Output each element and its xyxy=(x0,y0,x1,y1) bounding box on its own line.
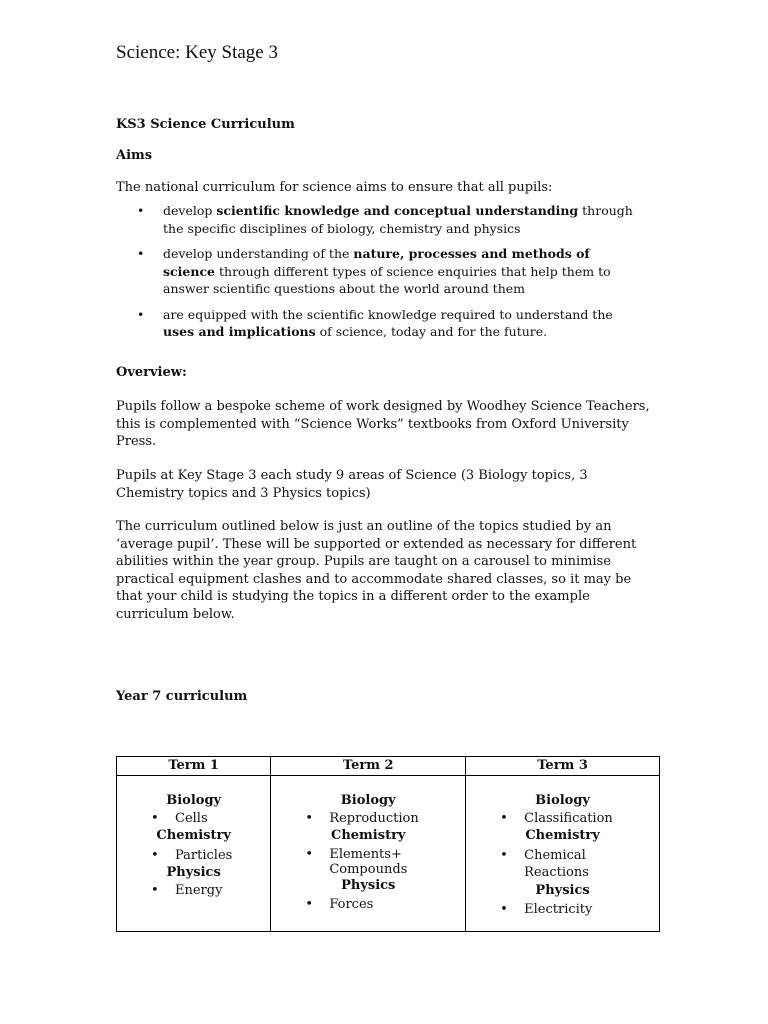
subject-label: Physics xyxy=(166,865,221,880)
bullet-icon: • xyxy=(500,810,508,826)
subject-label: Chemistry xyxy=(156,828,231,843)
aims-list xyxy=(116,202,656,349)
bullet-icon: • xyxy=(500,902,508,917)
topic-item: • Particles xyxy=(151,847,233,863)
subject-label: Physics xyxy=(341,877,396,893)
curriculum-heading: KS3 Science Curriculum xyxy=(116,117,295,132)
table-header-row xyxy=(117,757,660,776)
subject-label: Chemistry xyxy=(330,828,406,843)
bullet-icon: • xyxy=(137,306,145,322)
term-header: Term 2 xyxy=(271,757,466,776)
topic-item: • Reproduction xyxy=(305,810,419,826)
year7-heading: Year 7 curriculum xyxy=(116,689,248,704)
bullet-icon: • xyxy=(151,810,159,826)
bullet-icon: • xyxy=(500,847,508,863)
subject-label: Biology xyxy=(340,793,396,808)
bullet-icon: • xyxy=(151,882,159,898)
overview-paragraph-3: The curriculum outlined below is just an outline of the topics studied by an ‘average pupil’. These will be supported or extended as necessary for different abilities within the year group. Pupils are taught on a carousel to minimise practical equipment clashes and to accommodate shared classes, so it may be that your child is studying the topics in a different order to the example curriculum below. xyxy=(116,519,637,622)
overview-paragraph-1: Pupils follow a bespoke scheme of work designed by Woodhey Science Teachers, this is complemented with “Science Works” textbooks from Oxford University Press. xyxy=(116,399,650,449)
term-cell xyxy=(271,776,466,932)
aims-heading: Aims xyxy=(116,148,153,163)
term-cell xyxy=(466,776,660,932)
topic-item: • Electricity xyxy=(500,902,593,917)
aim-item: • are equipped with the scientific knowledge required to understand the uses and implications of science, today and for the future. xyxy=(137,306,613,339)
term-header: Term 3 xyxy=(466,757,660,776)
subject-label: Chemistry xyxy=(525,828,600,843)
subject-label: Biology xyxy=(166,793,222,808)
subject-label: Biology xyxy=(535,793,590,808)
topic-item: • Elements+ Compounds xyxy=(305,846,408,877)
year7-curriculum-table xyxy=(116,756,660,932)
subject-label: Physics xyxy=(535,882,590,898)
table-row xyxy=(117,776,660,932)
bullet-icon: • xyxy=(305,846,313,862)
topic-item: • Forces xyxy=(305,897,374,912)
bullet-icon: • xyxy=(305,810,313,826)
overview-paragraph-2: Pupils at Key Stage 3 each study 9 areas of Science (3 Biology topics, 3 Chemistry topics and 3 Physics topics) xyxy=(116,468,588,501)
topic-item: • Classification xyxy=(500,810,613,826)
term-cell xyxy=(117,776,271,932)
topic-item: • Cells xyxy=(151,810,208,826)
term-header: Term 1 xyxy=(117,757,271,776)
bullet-icon: • xyxy=(151,847,159,863)
aims-intro: The national curriculum for science aims to ensure that all pupils: xyxy=(116,180,553,195)
bullet-icon: • xyxy=(137,203,145,218)
bullet-icon: • xyxy=(305,897,313,912)
aim-item: • develop scientific knowledge and conceptual understanding through the specific disciplines of biology, chemistry and physics xyxy=(137,203,633,236)
topic-item: • Chemical Reactions xyxy=(500,847,589,880)
bullet-icon: • xyxy=(137,246,145,261)
page-title: Science: Key Stage 3 xyxy=(116,42,278,63)
overview-heading: Overview: xyxy=(116,365,187,380)
topic-item: • Energy xyxy=(151,882,223,898)
aim-item: • develop understanding of the nature, processes and methods of science through different types of science enquiries that help them to answer scientific questions about the world around them xyxy=(137,246,611,296)
